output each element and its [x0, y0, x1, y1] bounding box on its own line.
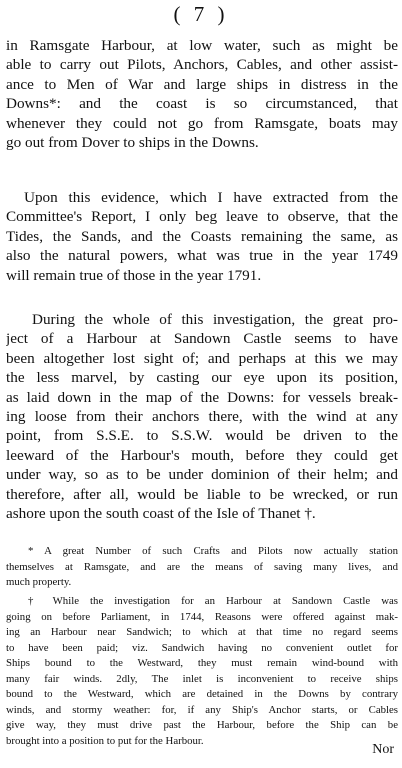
footnote-line: Ships bound to the Westward, they must remain wind-bound with: [6, 657, 398, 669]
text-line: able to carry out Pilots, Anchors, Cables, and other assist-: [6, 56, 398, 74]
text-line: whenever they could not go from Ramsgate, boats may: [6, 114, 398, 132]
footnote-line: brought into a position to put for the Harbour.: [6, 734, 204, 747]
footnote-line: give way, they must drive past the Harbour, before the Ship can be: [6, 719, 398, 731]
footnote-line: much property.: [6, 576, 72, 588]
text-line: go out from Dover to ships in the Downs.: [6, 133, 259, 151]
text-line: will remain true of those in the year 1791.: [6, 266, 262, 284]
text-line: in Ramsgate Harbour, at low water, such as might be: [6, 37, 398, 54]
text-line: During the whole of this investigation, the great pro-: [32, 311, 398, 328]
footnote-line: themselves at Ramsgate, and are the means of saving many lives, and: [6, 560, 398, 573]
text-line: therefore, after all, would be liable to be wrecked, or run: [6, 485, 398, 503]
footnote-line: going on before Parliament, in 1744, Reasons were offered against mak-: [6, 610, 398, 623]
footnote-2: [6, 594, 398, 749]
footnote-1: [6, 544, 398, 591]
text-line: the less marvel, by casting our eye upon its position,: [6, 369, 398, 387]
text-line: ashore upon the south coast of the Isle of Thanet †.: [6, 504, 316, 522]
text-line: under way, so as to be under dominion of their helm; and: [6, 466, 398, 484]
text-line: ject of a Harbour at Sandown Castle seems to have: [6, 330, 398, 348]
paragraph-1: [6, 36, 398, 152]
text-line: been altogether lost sight of; and perhaps at this we may: [6, 349, 398, 367]
paragraph-2: [6, 188, 398, 285]
text-line: leeward of the Harbour's mouth, before they could get: [6, 446, 398, 464]
footnote-line: † While the investigation for an Harbour at Sandown Castle was: [28, 595, 398, 607]
footnote-line: many fair winds. 2dly, The inlet is inconvenient to receive ships: [6, 672, 398, 685]
text-line: Committee's Report, I only beg leave to observe, that the: [6, 208, 398, 226]
text-line: Tides, the Sands, and the Coasts remaining the same, as: [6, 227, 398, 245]
text-line: Downs*: and the coast is so circumstanced, that: [6, 95, 398, 113]
text-line: ing loose from their anchors there, with the wind at any: [6, 407, 398, 425]
text-line: Upon this evidence, which I have extracted from the: [24, 189, 398, 206]
footnote-line: * A great Number of such Crafts and Pilots now actually station: [28, 545, 398, 557]
text-line: ance to Men of War and large ships in distress in the: [6, 75, 398, 93]
footnote-line: to have been paid; viz. Sandwich having no convenient outlet for: [6, 641, 398, 654]
footnote-line: winds, and stormy weather: for, if any Ship's Anchor starts, or Cables: [6, 703, 398, 716]
text-line: also the natural powers, what was true in the year 1749: [6, 247, 398, 265]
catchword: Nor: [372, 742, 394, 757]
page-number: ( 7 ): [173, 2, 229, 26]
footnote-line: bound to the Westward, which are detained in the Downs by contrary: [6, 688, 398, 700]
text-line: as laid down in the map of the Downs: for vessels break-: [6, 388, 398, 406]
text-line: point, from S.S.E. to S.S.W. would be driven to the: [6, 427, 398, 445]
paragraph-3: [6, 310, 398, 523]
footnote-line: ing an Harbour near Sandwich; to which at that time no regard seems: [6, 626, 398, 638]
